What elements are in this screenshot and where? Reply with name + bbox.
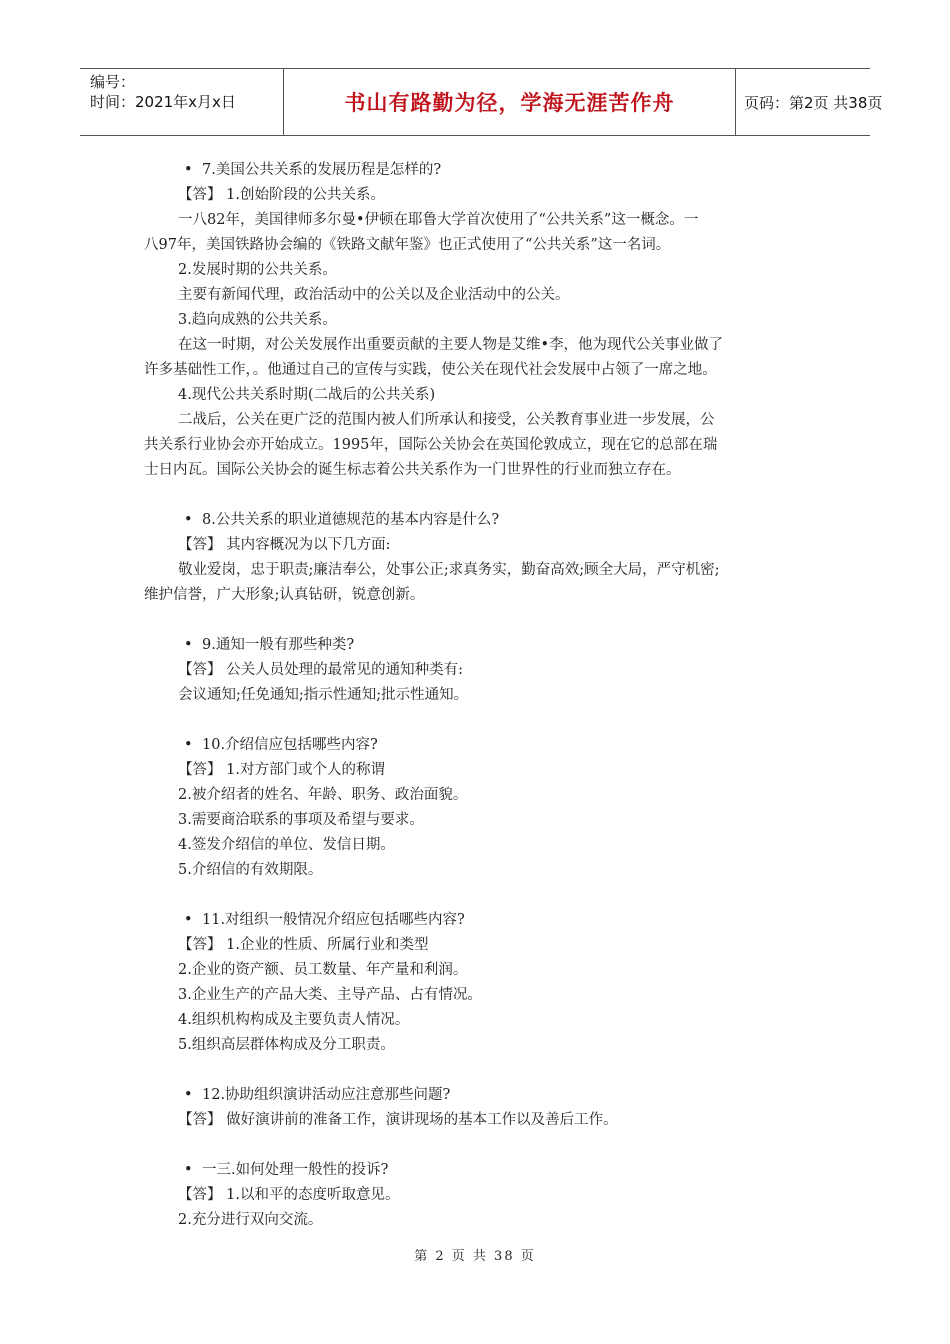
question-11: • 11.对组织一般情况介绍应包括哪些内容? bbox=[184, 912, 465, 928]
answer-8-line-1: 敬业爱岗，忠于职责;廉洁奉公，处事公正;求真务实，勤奋高效;顾全大局，严守机密; bbox=[178, 562, 720, 578]
question-13: • 一三.如何处理一般性的投诉? bbox=[184, 1162, 389, 1178]
answer-7-line-11: 士日内瓦。国际公关协会的诞生标志着公共关系作为一门世界性的行业而独立存在。 bbox=[144, 462, 681, 478]
number-label: 编号： bbox=[90, 73, 136, 91]
answer-11-line-3: 4.组织机构构成及主要负责人情况。 bbox=[178, 1012, 410, 1028]
answer-9-line-1: 会议通知;任免通知;指示性通知;批示性通知。 bbox=[178, 687, 469, 703]
answer-11-line-2: 3.企业生产的产品大类、主导产品、占有情况。 bbox=[178, 987, 482, 1003]
answer-11-line-1: 2.企业的资产额、员工数量、年产量和利润。 bbox=[178, 962, 468, 978]
date-label: 时间：2021年x月x日 bbox=[90, 93, 236, 111]
answer-10-line-1: 2.被介绍者的姓名、年龄、职务、政治面貌。 bbox=[178, 787, 468, 803]
answer-7-line-8: 4.现代公共关系时期(二战后的公共关系) bbox=[178, 387, 436, 403]
answer-7-line-7: 许多基础性工作，。他通过自己的宣传与实践，使公关在现代社会发展中占领了一席之地。 bbox=[144, 362, 717, 378]
header-motto: 书山有路勤为径，学海无涯苦作舟 bbox=[284, 69, 736, 135]
answer-11: 【答】 1.企业的性质、所属行业和类型 bbox=[178, 937, 429, 953]
question-12: • 12.协助组织演讲活动应注意那些问题? bbox=[184, 1087, 451, 1103]
answer-13: 【答】 1.以和平的态度听取意见。 bbox=[178, 1187, 400, 1203]
answer-8: 【答】 其内容概况为以下几方面: bbox=[178, 537, 391, 553]
answer-10-line-2: 3.需要商洽联系的事项及希望与要求。 bbox=[178, 812, 424, 828]
question-8: • 8.公共关系的职业道德规范的基本内容是什么? bbox=[184, 512, 500, 528]
answer-10-line-3: 4.签发介绍信的单位、发信日期。 bbox=[178, 837, 395, 853]
answer-9: 【答】 公关人员处理的最常见的通知种类有: bbox=[178, 662, 463, 678]
header-page-label: 页码：第2页 共38页 bbox=[744, 93, 883, 112]
answer-10-line-4: 5.介绍信的有效期限。 bbox=[178, 862, 323, 878]
page-footer: 第 2 页 共 38 页 bbox=[414, 1249, 536, 1264]
question-9: • 9.通知一般有那些种类? bbox=[184, 637, 355, 653]
answer-7-line-3: 2.发展时期的公共关系。 bbox=[178, 262, 337, 278]
question-7: • 7.美国公共关系的发展历程是怎样的? bbox=[184, 162, 442, 178]
answer-7-line-2: 八97年，美国铁路协会编的《铁路文献年鉴》也正式使用了“公共关系”这一名词。 bbox=[144, 237, 671, 253]
answer-7: 【答】 1.创始阶段的公共关系。 bbox=[178, 187, 385, 203]
question-10: • 10.介绍信应包括哪些内容? bbox=[184, 737, 378, 753]
page-header bbox=[80, 68, 883, 136]
header-left-cell bbox=[80, 69, 284, 135]
answer-12: 【答】 做好演讲前的准备工作，演讲现场的基本工作以及善后工作。 bbox=[178, 1112, 618, 1128]
answer-11-line-4: 5.组织高层群体构成及分工职责。 bbox=[178, 1037, 395, 1053]
answer-7-line-10: 共关系行业协会亦开始成立。1995年，国际公关协会在英国伦敦成立，现在它的总部在瑞 bbox=[144, 437, 718, 453]
answer-7-line-4: 主要有新闻代理，政治活动中的公关以及企业活动中的公关。 bbox=[178, 287, 570, 303]
answer-7-line-6: 在这一时期，对公关发展作出重要贡献的主要人物是艾维•李，他为现代公关事业做了 bbox=[178, 337, 724, 353]
answer-8-line-2: 维护信誉，广大形象;认真钻研，锐意创新。 bbox=[144, 587, 425, 603]
document-body bbox=[144, 158, 816, 1233]
answer-7-line-5: 3.趋向成熟的公共关系。 bbox=[178, 312, 337, 328]
answer-13-line-1: 2.充分进行双向交流。 bbox=[178, 1212, 323, 1228]
answer-7-line-9: 二战后，公关在更广泛的范围内被人们所承认和接受，公关教育事业进一步发展，公 bbox=[178, 412, 715, 428]
answer-7-line-1: 一八82年，美国律师多尔曼•伊顿在耶鲁大学首次使用了“公共关系”这一概念。一 bbox=[178, 212, 699, 228]
answer-10: 【答】 1.对方部门或个人的称谓 bbox=[178, 762, 385, 778]
